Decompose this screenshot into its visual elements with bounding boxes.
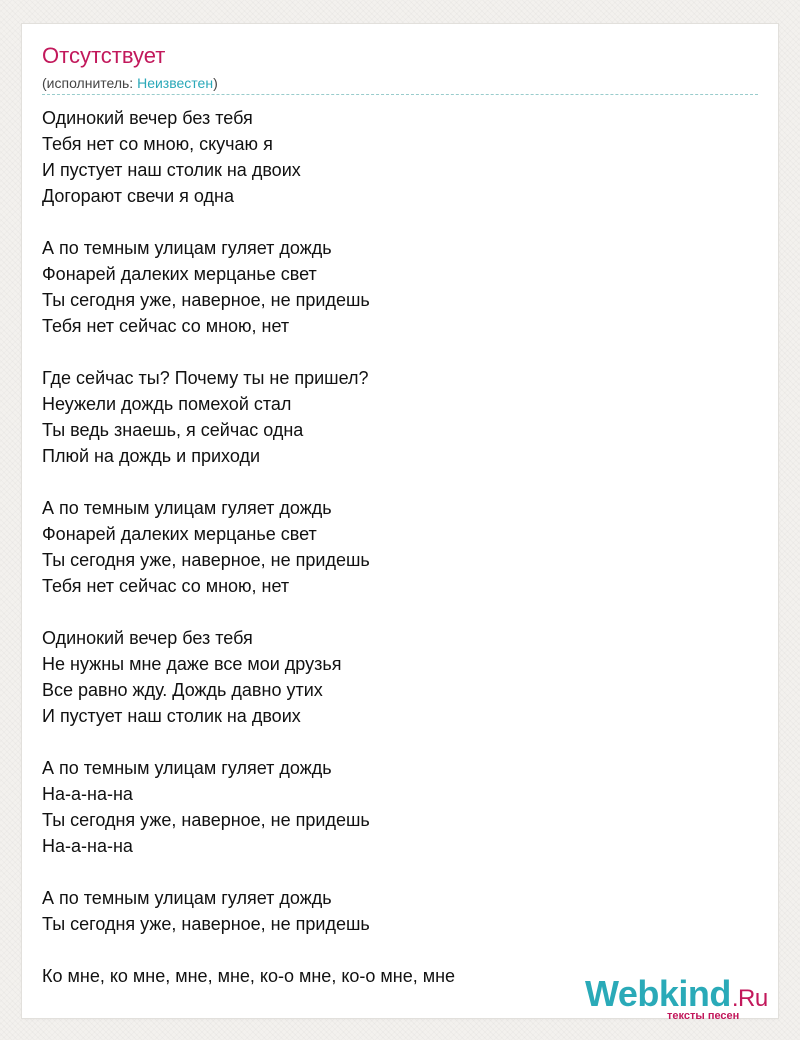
lyric-line: Тебя нет со мною, скучаю я <box>42 134 273 154</box>
lyric-line: Одинокий вечер без тебя <box>42 108 253 128</box>
song-title: Отсутствует <box>42 43 166 68</box>
artist-suffix: ) <box>213 75 218 91</box>
stanza-break <box>42 937 742 963</box>
lyrics-card <box>22 24 778 1022</box>
artist-prefix: (исполнитель: <box>42 75 138 91</box>
lyric-line: Ты сегодня уже, наверное, не придешь <box>42 550 370 570</box>
lyric-line: А по темным улицам гуляет дождь <box>42 758 332 778</box>
logo-tagline: тексты песен <box>667 1010 740 1022</box>
lyric-line: Ты сегодня уже, наверное, не придешь <box>42 290 370 310</box>
lyric-line: А по темным улицам гуляет дождь <box>42 888 332 908</box>
logo-name: Webkind <box>585 973 731 1014</box>
stanza-break <box>42 599 742 625</box>
lyric-line: А по темным улицам гуляет дождь <box>42 498 332 518</box>
lyric-line: Где сейчас ты? Почему ты не пришел? <box>42 368 369 388</box>
lyric-line: И пустует наш столик на двоих <box>42 706 301 726</box>
lyric-line: Не нужны мне даже все мои друзья <box>42 654 342 674</box>
lyric-line: Фонарей далеких мерцанье свет <box>42 264 317 284</box>
lyric-line: Тебя нет сейчас со мною, нет <box>42 576 290 596</box>
artist-link[interactable]: Неизвестен <box>137 75 214 91</box>
song-header <box>42 42 758 95</box>
lyric-line: И пустует наш столик на двоих <box>42 160 301 180</box>
stanza-break <box>42 729 742 755</box>
artist-line <box>42 74 758 95</box>
lyric-line: А по темным улицам гуляет дождь <box>42 238 332 258</box>
stanza-break <box>42 339 742 365</box>
lyrics-text <box>42 105 742 989</box>
lyric-line: Одинокий вечер без тебя <box>42 628 253 648</box>
lyric-line: Ты сегодня уже, наверное, не придешь <box>42 810 370 830</box>
lyric-line: Ко мне, ко мне, мне, мне, ко-о мне, ко-о мне, мне <box>42 966 456 986</box>
stanza-break <box>42 859 742 885</box>
site-logo[interactable] <box>585 974 775 1024</box>
lyric-line: Тебя нет сейчас со мною, нет <box>42 316 290 336</box>
lyric-line: Догорают свечи я одна <box>42 186 234 206</box>
lyric-line: На-а-на-на <box>42 836 133 856</box>
lyric-line: Все равно жду. Дождь давно утих <box>42 680 323 700</box>
stanza-break <box>42 209 742 235</box>
lyric-line: Ты ведь знаешь, я сейчас одна <box>42 420 304 440</box>
lyric-line: Фонарей далеких мерцанье свет <box>42 524 317 544</box>
stanza-break <box>42 469 742 495</box>
lyric-line: Неужели дождь помехой стал <box>42 394 292 414</box>
lyric-line: Ты сегодня уже, наверное, не придешь <box>42 914 370 934</box>
logo-tld: .Ru <box>731 985 768 1012</box>
lyric-line: Плюй на дождь и приходи <box>42 446 261 466</box>
lyric-line: На-а-на-на <box>42 784 133 804</box>
